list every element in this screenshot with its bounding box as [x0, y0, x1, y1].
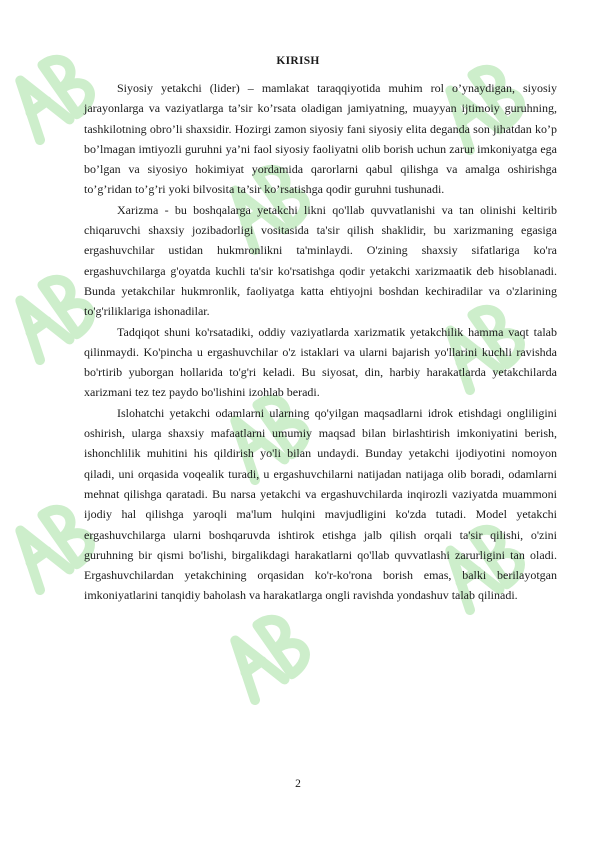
paragraph-3: Tadqiqot shuni ko'rsatadiki, oddiy vaziyatlarda xarizmatik yetakchilik hamma vaqt talab qilinmaydi. Ko'pincha u ergashuvchilar o'z istaklari va ularni bajarish yo'llarini kuchli ravishda bo'rtirib yuborgan hollarida to'g'ri keladi. Bu siyosat, din, harbiy harakatlarda yetakchilarda xarizmani tez tez paydo bo'lishini izohlab beradi.: [84, 324, 557, 400]
body-text: [84, 78, 557, 606]
paragraph-4: Islohatchi yetakchi odamlarni ularning qo'yilgan maqsadlarni idrok etishdagi ongliligini oshirish, ularga shaxsiy mafaatlarni umumiy maqsad bilan birlashtirish imkoniyatini berish, ishonchlilik muhitini his qildirish yo'li bilan undaydi. Bunday yetakchi ijodiyotini nomoyon qiladi, uni orqasida voqealik turadi, u ergashuvchilarni natijadan natijaga olib boradi, odamlarni mehnat qilishga qaratadi. Bu narsa yetakchi va ergashuvchilarda inqirozli vaziyatda muammoni ijodiy hal qilishga yaroqli ma'lum hulqini mavjudligini ko'zda tutadi. Model yetakchi ergashuvchilarga ularni boshqaruvda ishtirok etishga jalb qilish orqali ta'sir qilishi, o'zini guruhning bir qismi bo'lishi, birgalikdagi harakatlarni qo'llab quvvatlashi zarurligini tan oladi. Ergashuvchilardan yetakchining orqasidan ko'r-ko'rona borish emas, balki berilayotgan imkoniyatlarini tanqidiy baholash va harakatlarga ongli ravishda yondashuv talab qilinadi.: [84, 405, 557, 603]
paragraph-1: Siyosiy yetakchi (lider) – mamlakat taraqqiyotida muhim rol o’ynaydigan, siyosiy jarayonlarga va vaziyatlarga ta’sir ko’rsata oladigan jamiyatning, muayyan ijtimoiy guruhning, tashkilotning obro’li shaxsidir. Hozirgi zamon siyosiy fani siyosiy elita deganda son jihatdan ko’p bo’lmagan imtiyozli guruhni ya’ni faol siyosiy faoliyatni olib borish uchun zarur imkoniyatga ega bo’lgan va siyosiyo hokimiyat yordamida qarorlarni qabul qilishga va amalga oshirishga to’g’ridan to’g’ri yoki bilvosita ta’sir ko’rsatishga qodir guruhni tushunadi.: [84, 81, 557, 197]
page-number: 2: [295, 778, 301, 790]
page-title: KIRISH: [276, 55, 320, 67]
paragraph-2: Xarizma - bu boshqalarga yetakchi likni qo'llab quvvatlanishi va tan olinishi keltirib chiqaruvchi shaxsiy jozibadorligi vositasida ta'sir qilish shaklidir, bu xarizmaning egasiga ergashuvchilar ustidan hukmronlikni ta'minlaydi. O'zining shaxsiy sifatlariga ko'ra ergashuvchilarga g'oyatda kuchli ta'sir ko'rsatishga qodir yetakchi xarizmaatik deb hisoblanadi. Bunda yetakchilar hukmronlik, faoliyatga katta ehtiyojni boshdan kechiradilar va o'zlarining to'g'riliklariga ishonadilar.: [84, 202, 557, 319]
